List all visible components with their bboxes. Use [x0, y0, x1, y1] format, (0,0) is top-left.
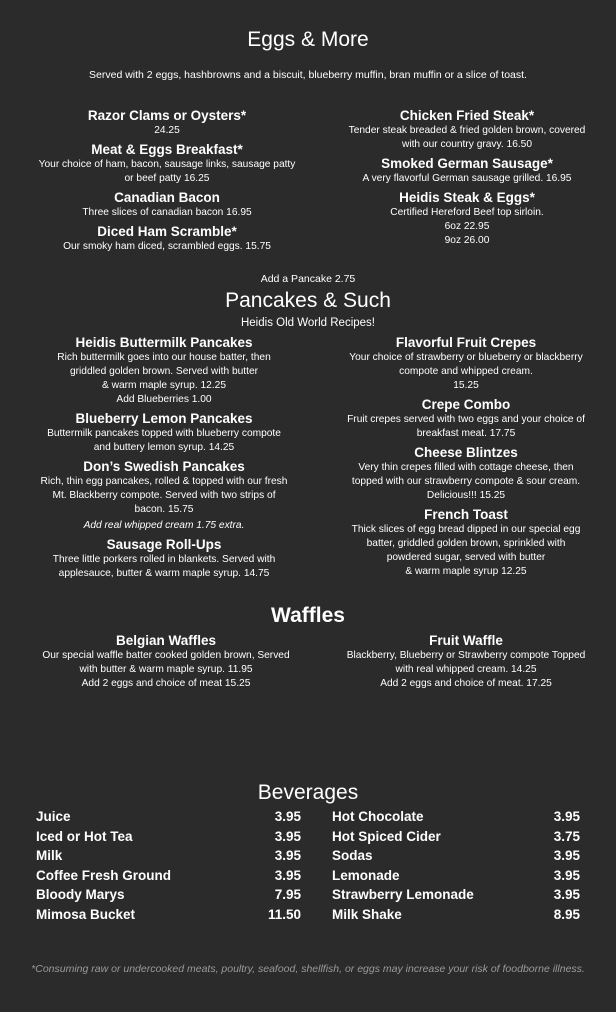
beverage-price: 3.95 [553, 887, 580, 902]
item-name: Chicken Fried Steak* [399, 108, 535, 123]
beverage-name: Sodas [332, 848, 373, 863]
beverages-left-list [36, 807, 301, 924]
beverage-name: Juice [36, 809, 71, 824]
item-desc: Your choice of ham, bacon, sausage links, sausage patty or beef patty 16.25 [38, 159, 296, 184]
beverage-name: Mimosa Bucket [36, 906, 136, 922]
menu-item [316, 444, 616, 503]
item-desc: Certified Hereford Beef top sirloin. 6oz 22.95 9oz 26.00 [390, 207, 544, 246]
beverage-name: Milk Shake [332, 906, 402, 922]
menu-item [20, 189, 314, 220]
beverage-price: 11.50 [267, 906, 301, 922]
list-item [332, 807, 580, 827]
item-extra: Add real whipped cream 1.75 extra. [83, 520, 245, 531]
beverage-price: 3.75 [553, 828, 580, 844]
list-item [332, 846, 580, 866]
waffles-left-column [18, 632, 314, 691]
item-desc: Fruit crepes served with two eggs and your choice of breakfast meat. 17.75 [347, 414, 585, 439]
beverage-name: Bloody Marys [36, 887, 125, 902]
beverage-price: 3.95 [553, 809, 580, 824]
item-desc: Tender steak breaded & fried golden brown, covered with our country gravy. 16.50 [348, 125, 586, 150]
item-desc: Three little porkers rolled in blankets. Served with applesauce, butter & warm maple syrup. 14.75 [52, 554, 276, 579]
eggs-title: Eggs & More [247, 28, 369, 51]
item-name: French Toast [424, 507, 508, 522]
menu-item [316, 396, 616, 441]
item-name: Diced Ham Scramble* [97, 224, 237, 239]
beverage-price: 3.95 [553, 848, 580, 863]
menu-item [20, 223, 314, 254]
list-item [36, 807, 301, 827]
beverage-price: 3.95 [274, 828, 301, 844]
item-name: Belgian Waffles [115, 633, 217, 648]
item-desc: Our special waffle batter cooked golden brown, Served with butter & warm maple syrup. 11.95 Add 2 eggs and choice of meat 15.25 [42, 650, 290, 689]
beverage-name: Strawberry Lemonade [332, 887, 474, 902]
menu-item [320, 107, 614, 152]
menu-item [20, 107, 314, 138]
item-name: Fruit Waffle [429, 633, 503, 648]
menu-item [14, 410, 314, 455]
item-name: Heidis Buttermilk Pancakes [75, 335, 253, 350]
beverage-name: Lemonade [332, 867, 400, 883]
item-name: Canadian Bacon [114, 190, 220, 205]
pancakes-left-column [14, 334, 314, 581]
item-desc: 24.25 [154, 125, 180, 136]
item-name: Meat & Eggs Breakfast* [91, 142, 243, 157]
beverages-title: Beverages [257, 781, 359, 804]
item-desc: Rich buttermilk goes into our house batter, then griddled golden brown. Served with butter & warm maple syrup. 12.25 Add Blueberries 1.00 [57, 352, 271, 405]
item-name: Cheese Blintzes [414, 445, 518, 460]
menu-item [14, 334, 314, 407]
item-name: Flavorful Fruit Crepes [395, 335, 537, 350]
beverages-right-list [332, 807, 580, 924]
beverage-price: 7.95 [274, 887, 301, 902]
list-item [332, 866, 580, 886]
menu-item [320, 189, 614, 248]
list-item [36, 846, 301, 866]
pancakes-title: Pancakes & Such [225, 289, 391, 312]
waffles-right-column [316, 632, 616, 691]
item-desc: Your choice of strawberry or blueberry or blackberry compote and whipped cream. 15.25 [349, 352, 583, 391]
item-desc: Very thin crepes filled with cottage cheese, then topped with our strawberry compote & sour cream. Delicious!!! 15.25 [351, 462, 581, 501]
menu-item [316, 334, 616, 393]
eggs-right-column [320, 107, 614, 248]
item-name: Heidis Steak & Eggs* [399, 190, 535, 205]
beverage-name: Hot Spiced Cider [332, 828, 441, 844]
food-safety-disclaimer: *Consuming raw or undercooked meats, poultry, seafood, shellfish, or eggs may increase your risk of foodborne illness. [31, 963, 585, 975]
menu-item [14, 458, 314, 533]
item-desc: Thick slices of egg bread dipped in our special egg batter, griddled golden brown, sprinkled with powdered sugar, served with butter & warm maple syrup 12.25 [351, 524, 581, 577]
list-item [36, 885, 301, 905]
item-desc: Rich, thin egg pancakes, rolled & topped with our fresh Mt. Blackberry compote. Served with two strips of bacon. 15.75 [40, 476, 288, 515]
item-name: Crepe Combo [421, 397, 511, 412]
item-name: Blueberry Lemon Pancakes [75, 411, 253, 426]
pancakes-right-column [316, 334, 616, 579]
menu-item [316, 506, 616, 579]
eggs-intro: Served with 2 eggs, hashbrowns and a biscuit, blueberry muffin, bran muffin or a slice of toast. [89, 69, 527, 81]
item-name: Don’s Swedish Pancakes [83, 459, 245, 474]
pancakes-subtitle: Heidis Old World Recipes! [240, 317, 375, 329]
menu-item [14, 536, 314, 581]
eggs-left-column [20, 107, 314, 254]
beverage-price: 3.95 [274, 867, 301, 883]
waffles-title: Waffles [271, 604, 345, 627]
item-name: Smoked German Sausage* [381, 156, 553, 171]
beverage-name: Milk [36, 848, 63, 863]
item-name: Razor Clams or Oysters* [87, 108, 247, 123]
item-desc: Three slices of canadian bacon 16.95 [82, 207, 252, 218]
menu-item [320, 155, 614, 186]
list-item [36, 905, 301, 925]
beverage-name: Coffee Fresh Ground [36, 867, 172, 883]
list-item [36, 866, 301, 886]
item-desc: Our smoky ham diced, scrambled eggs. 15.75 [63, 241, 271, 252]
beverage-price: 8.95 [553, 906, 580, 922]
beverage-price: 3.95 [274, 809, 301, 824]
beverage-name: Iced or Hot Tea [36, 828, 133, 844]
list-item [332, 827, 580, 847]
list-item [332, 885, 580, 905]
item-desc: A very flavorful German sausage grilled. 16.95 [362, 173, 572, 184]
menu-item [20, 141, 314, 186]
list-item [332, 905, 580, 925]
beverage-name: Hot Chocolate [332, 809, 424, 824]
beverage-price: 3.95 [274, 848, 301, 863]
list-item [36, 827, 301, 847]
item-desc: Blackberry, Blueberry or Strawberry compote Topped with real whipped cream. 14.25 Add 2 eggs and choice of meat. 17.25 [346, 650, 586, 689]
item-name: Sausage Roll-Ups [106, 537, 222, 552]
beverage-price: 3.95 [553, 867, 580, 883]
item-desc: Buttermilk pancakes topped with blueberry compote and buttery lemon syrup. 14.25 [47, 428, 281, 453]
pancake-addon: Add a Pancake 2.75 [260, 273, 356, 285]
